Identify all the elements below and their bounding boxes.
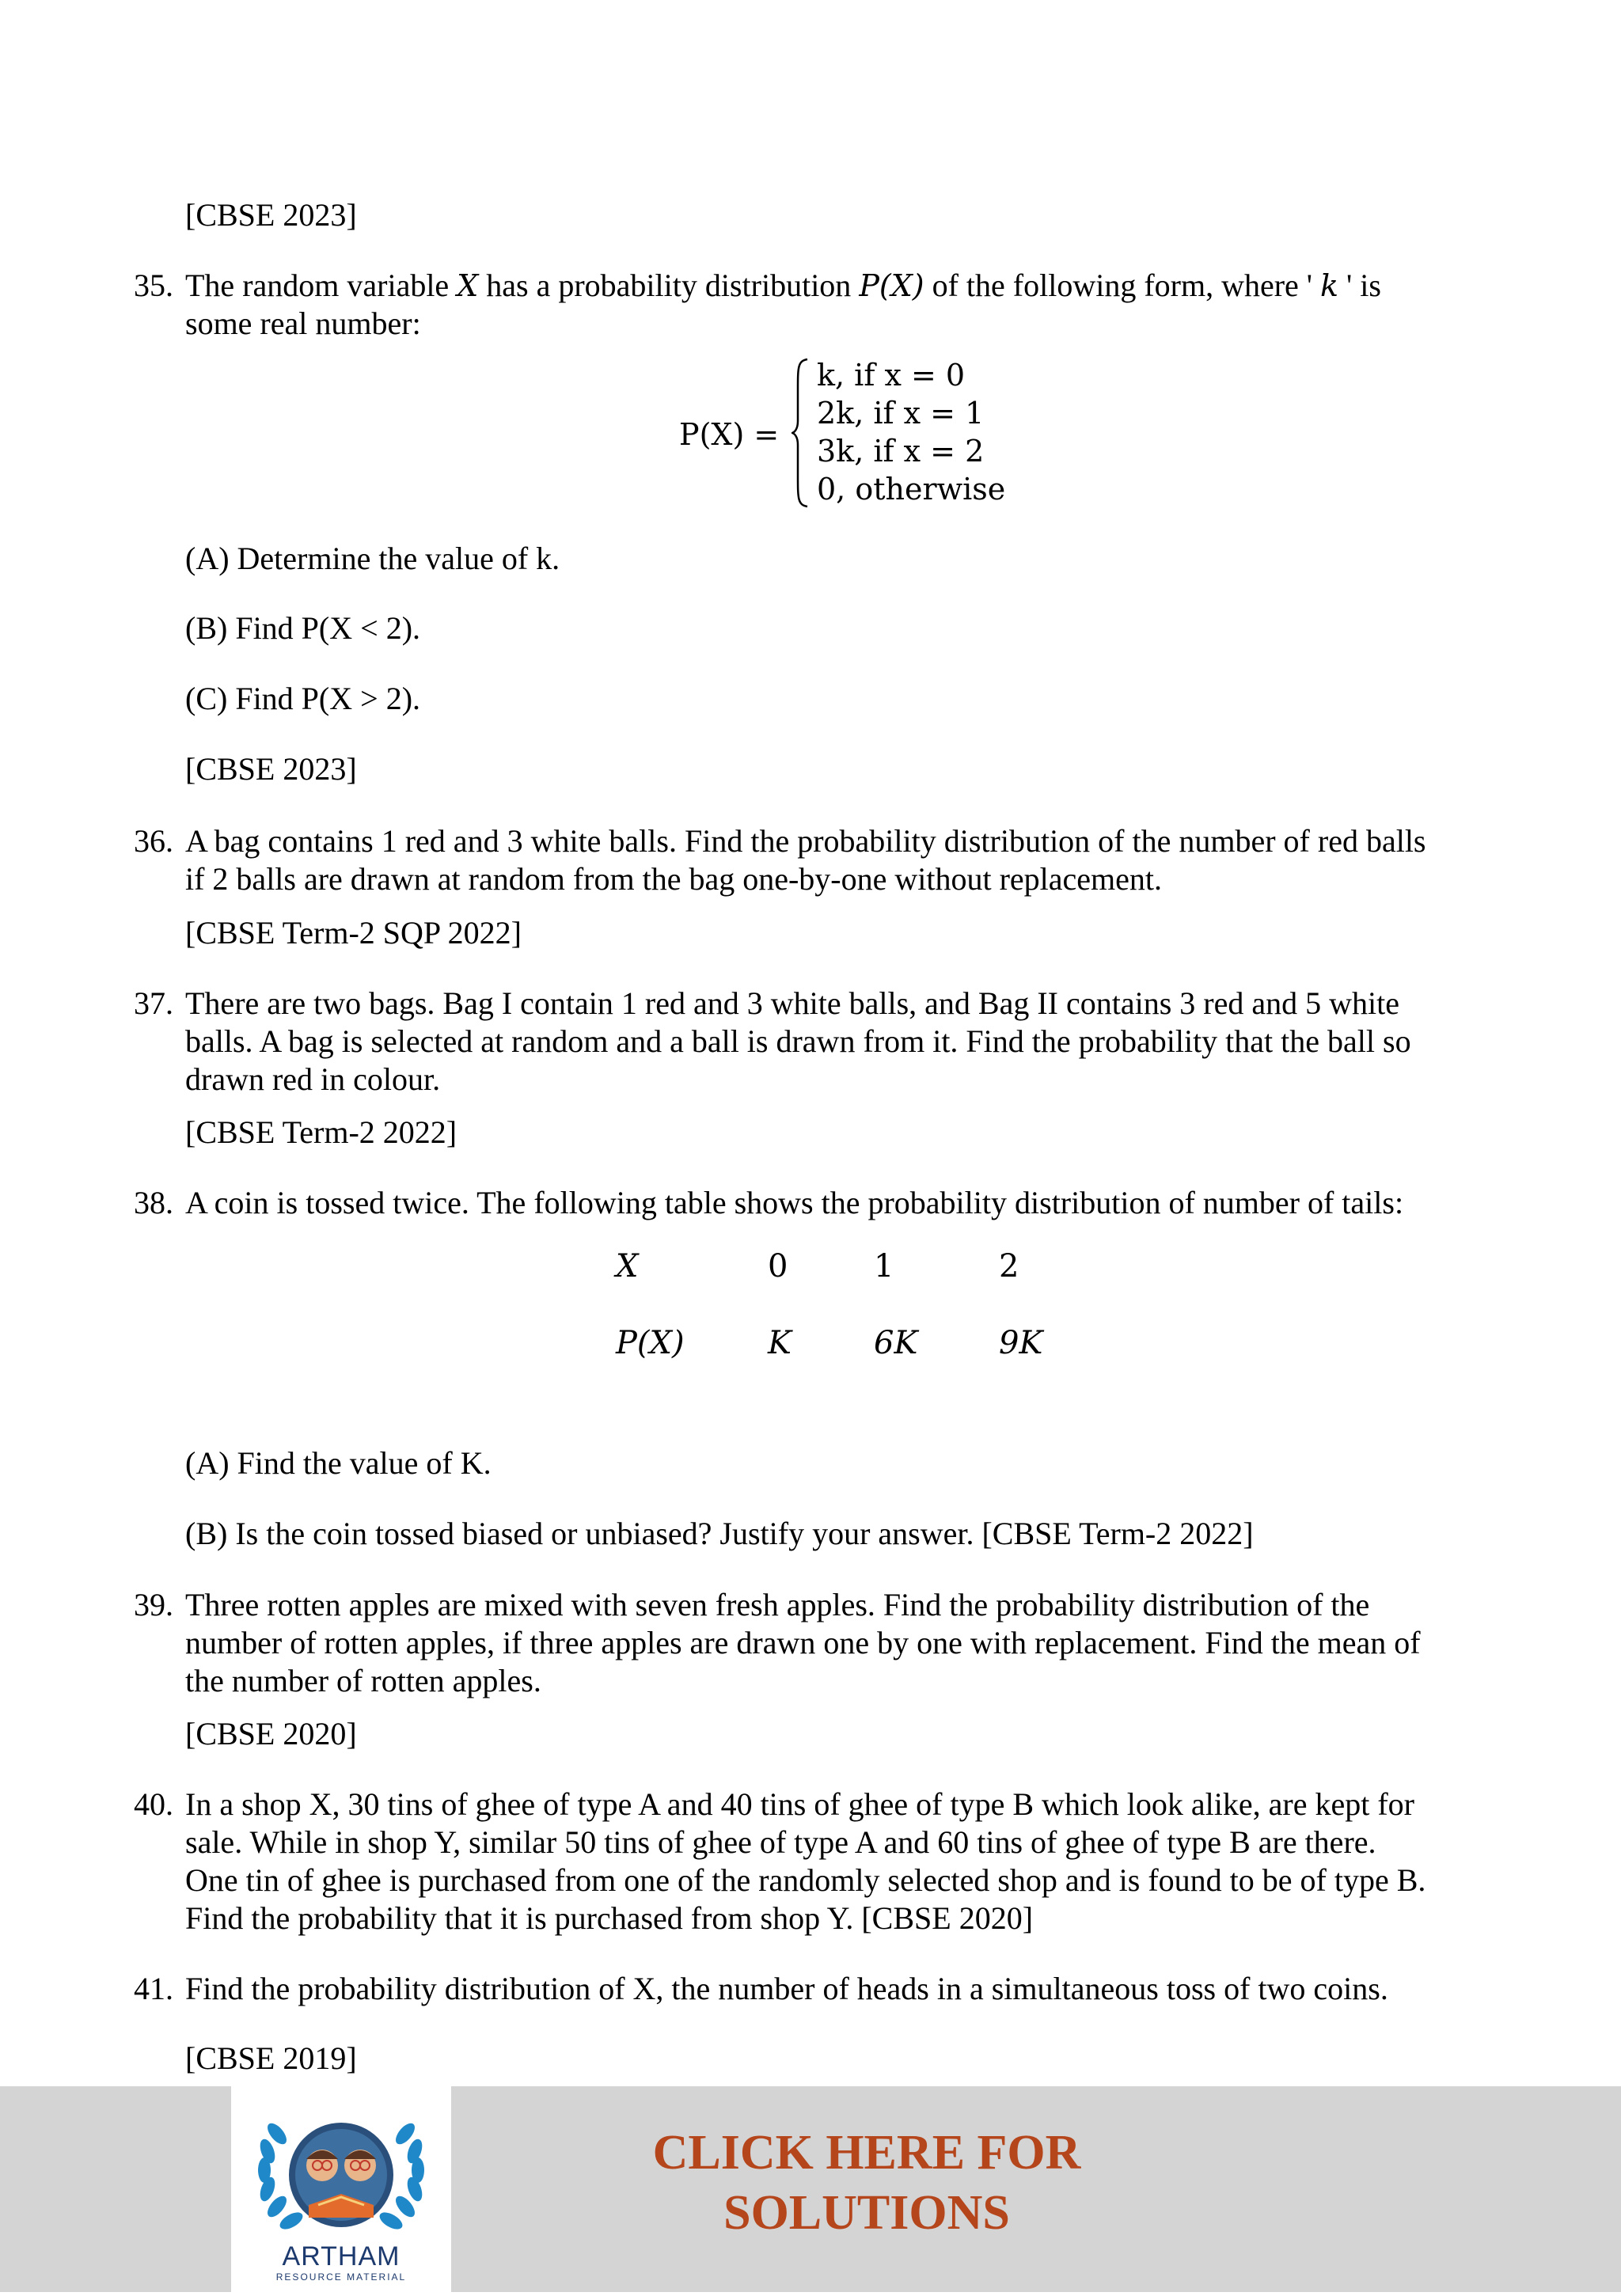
question-37-line-3: drawn red in colour. (185, 1061, 441, 1097)
table-header-cell: X (616, 1248, 639, 1285)
question-number: 38. (134, 1185, 173, 1220)
source-tag: [CBSE 2023] (185, 197, 357, 233)
question-number: 39. (134, 1587, 173, 1622)
source-tag: [CBSE Term-2 SQP 2022] (185, 915, 522, 951)
question-35-part-a: (A) Determine the value of k. (185, 541, 560, 576)
question-41-line-1: Find the probability distribution of X, the number of heads in a simultaneous toss of two coins. (185, 1971, 1388, 2006)
table-cell: K (768, 1325, 792, 1361)
cta-line-1: CLICK HERE FOR (652, 2126, 1081, 2180)
question-40-line-4: Find the probability that it is purchased from shop Y. [CBSE 2020] (185, 1900, 1034, 1936)
question-40-line-3: One tin of ghee is purchased from one of the randomly selected shop and is found to be of type B. (185, 1862, 1426, 1898)
source-tag: [CBSE 2019] (185, 2040, 357, 2076)
question-40-line-1: In a shop X, 30 tins of ghee of type A and 40 tins of ghee of type B which look alike, are kept for (185, 1786, 1414, 1822)
table-cell: P(X) (616, 1325, 685, 1361)
question-39-line-3: the number of rotten apples. (185, 1663, 541, 1698)
source-tag: [CBSE 2020] (185, 1716, 357, 1751)
question-39-line-1: Three rotten apples are mixed with seven fresh apples. Find the probability distribution of the (185, 1587, 1370, 1622)
question-35-part-b: (B) Find P(X < 2). (185, 610, 421, 646)
brand-subtitle: RESOURCE MATERIAL (275, 2271, 407, 2283)
question-37-line-1: There are two bags. Bag I contain 1 red and 3 white balls, and Bag II contains 3 red and 5 white (185, 985, 1399, 1021)
question-36-line-1: A bag contains 1 red and 3 white balls. Find the probability distribution of the number of red balls (185, 823, 1426, 859)
pmf-lhs: P(X) = (679, 417, 780, 452)
left-brace-icon (792, 358, 809, 508)
brand-logo[interactable] (231, 2086, 451, 2292)
question-40-line-2: sale. While in shop Y, similar 50 tins of ghee of type A and 60 tins of ghee of type B are there. (185, 1824, 1376, 1860)
question-37-line-2: balls. A bag is selected at random and a ball is drawn from it. Find the probability that the ball so (185, 1023, 1411, 1059)
brand-name: ARTHAM (282, 2241, 401, 2271)
source-tag: [CBSE 2023] (185, 751, 357, 787)
question-39-line-2: number of rotten apples, if three apples are drawn one by one with replacement. Find the mean of (185, 1625, 1421, 1660)
pmf-case-4: 0, otherwise (817, 472, 1006, 507)
table-header-cell: 0 (768, 1248, 788, 1285)
question-number: 36. (134, 823, 173, 859)
pmf-case-2: 2k, if x = 1 (817, 396, 985, 431)
table-cell: 6K (874, 1325, 918, 1361)
question-35-line-1: The random variable X has a probability distribution P(X) of the following form, where ' k ' is (185, 268, 1381, 303)
question-38-line-1: A coin is tossed twice. The following table shows the probability distribution of number of tails: (185, 1185, 1404, 1220)
source-tag: [CBSE Term-2 2022] (185, 1114, 457, 1150)
question-35-line-2: some real number: (185, 306, 421, 341)
table-cell: 9K (999, 1325, 1043, 1361)
question-number: 35. (134, 268, 173, 303)
pmf-case-1: k, if x = 0 (817, 358, 966, 393)
question-35-part-c: (C) Find P(X > 2). (185, 681, 421, 716)
question-number: 37. (134, 985, 173, 1021)
pmf-case-3: 3k, if x = 2 (817, 434, 985, 469)
table-header-cell: 1 (874, 1248, 894, 1285)
question-36-line-2: if 2 balls are drawn at random from the bag one-by-one without replacement. (185, 861, 1163, 897)
question-number: 41. (134, 1971, 173, 2006)
question-38-part-b: (B) Is the coin tossed biased or unbiased? Justify your answer. [CBSE Term-2 2022] (185, 1516, 1254, 1551)
solutions-link[interactable] (554, 2123, 1179, 2243)
cta-line-2: SOLUTIONS (723, 2186, 1010, 2240)
table-header-cell: 2 (999, 1248, 1019, 1285)
question-number: 40. (134, 1786, 173, 1822)
question-38-part-a: (A) Find the value of K. (185, 1445, 492, 1481)
